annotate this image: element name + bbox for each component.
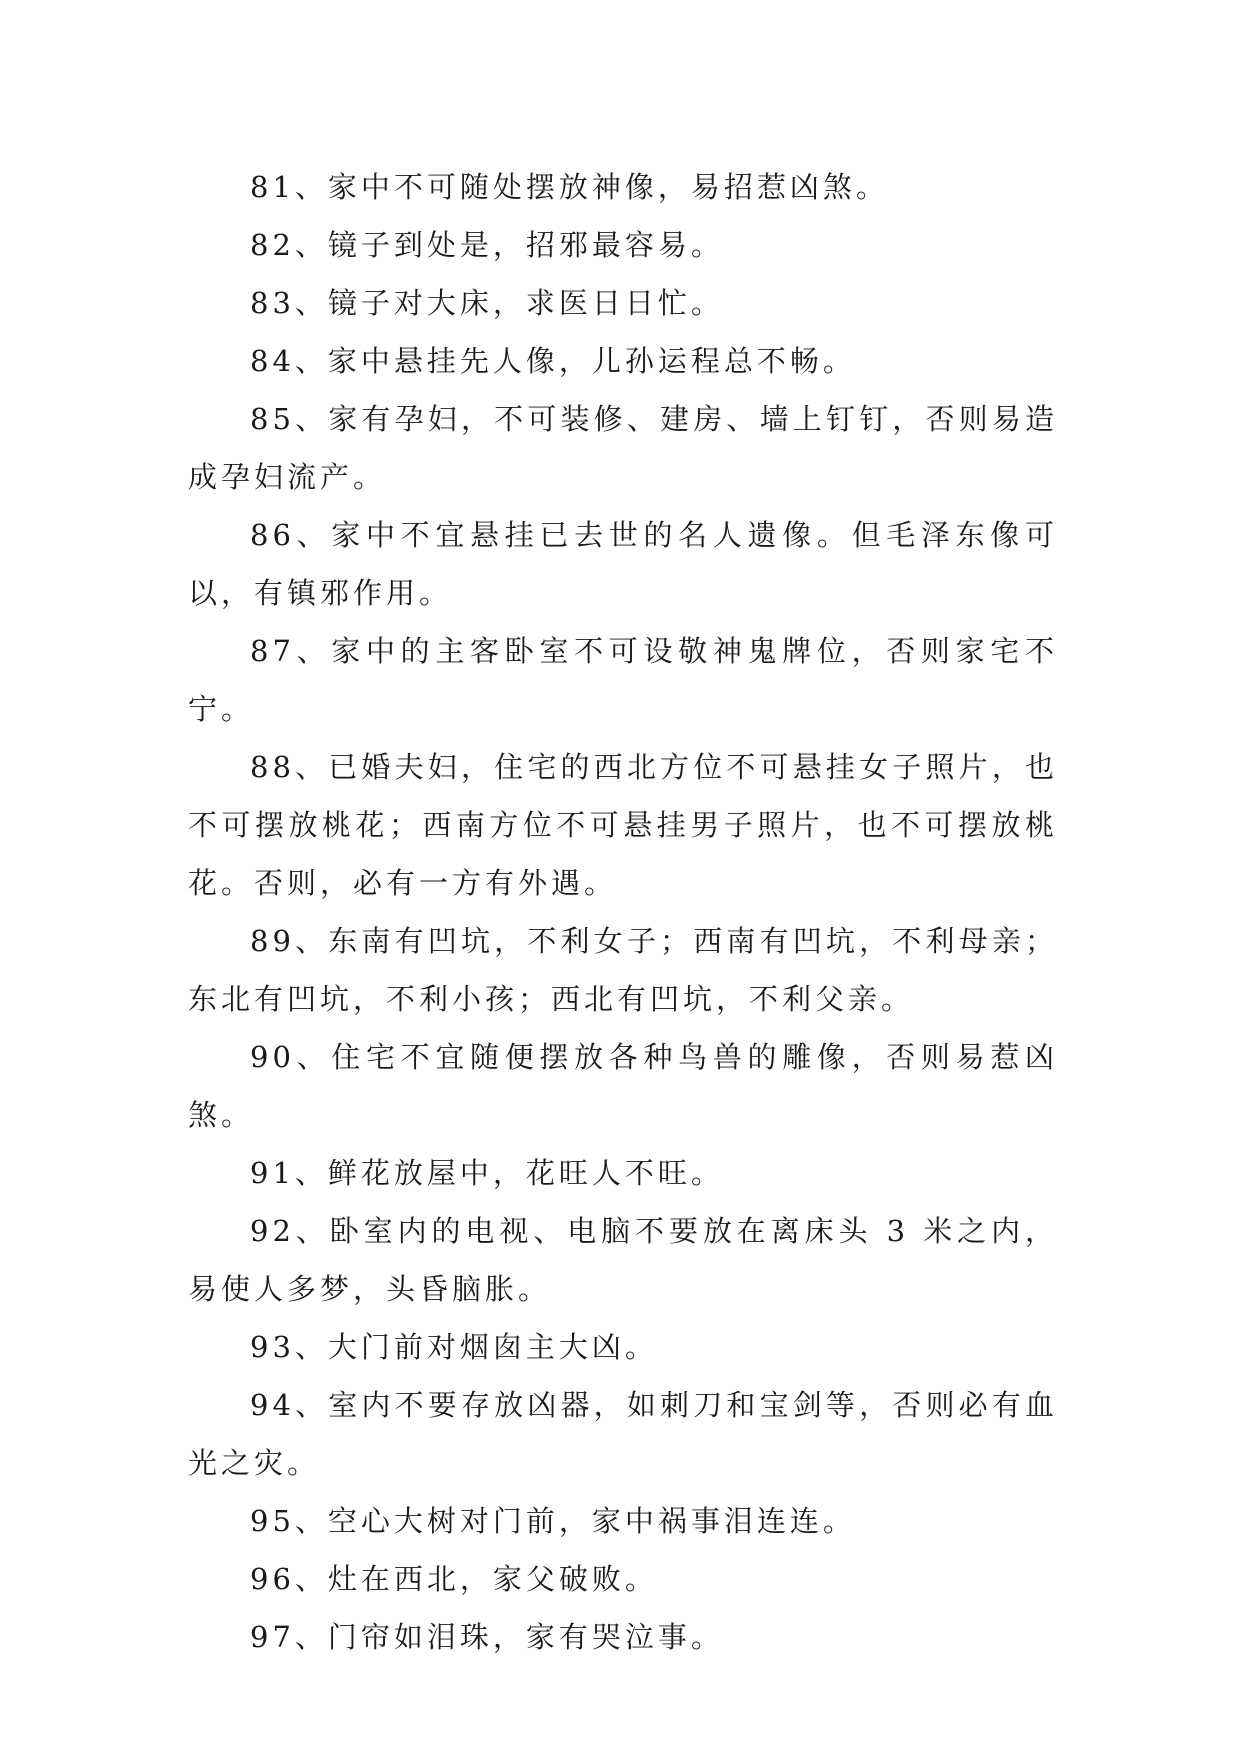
document-body [188, 158, 1058, 1666]
list-item: 84、家中悬挂先人像，儿孙运程总不畅。 [250, 344, 856, 378]
list-item: 85、家有孕妇，不可装修、建房、墙上钉钉，否则易造成孕妇流产。 [188, 402, 1058, 494]
list-item: 87、家中的主客卧室不可设敬神鬼牌位，否则家宅不宁。 [188, 634, 1058, 726]
list-item: 88、已婚夫妇，住宅的西北方位不可悬挂女子照片，也不可摆放桃花；西南方位不可悬挂男子照片，也不可摆放桃花。否则，必有一方有外遇。 [188, 750, 1058, 900]
list-item: 86、家中不宜悬挂已去世的名人遗像。但毛泽东像可以，有镇邪作用。 [188, 518, 1058, 610]
list-item: 96、灶在西北，家父破败。 [250, 1562, 658, 1596]
list-item: 97、门帘如泪珠，家有哭泣事。 [250, 1620, 724, 1654]
list-item: 90、住宅不宜随便摆放各种鸟兽的雕像，否则易惹凶煞。 [188, 1040, 1058, 1132]
list-item: 92、卧室内的电视、电脑不要放在离床头 3 米之内，易使人多梦，头昏脑胀。 [188, 1214, 1058, 1306]
list-item: 89、东南有凹坑，不利女子；西南有凹坑，不利母亲；东北有凹坑，不利小孩；西北有凹坑，不利父亲。 [188, 924, 1058, 1016]
list-item: 93、大门前对烟囱主大凶。 [250, 1330, 658, 1364]
list-item: 82、镜子到处是，招邪最容易。 [250, 228, 724, 262]
list-item: 81、家中不可随处摆放神像，易招惹凶煞。 [250, 170, 889, 204]
list-item: 91、鲜花放屋中，花旺人不旺。 [250, 1156, 724, 1190]
list-item: 83、镜子对大床，求医日日忙。 [250, 286, 724, 320]
list-item: 94、室内不要存放凶器，如刺刀和宝剑等，否则必有血光之灾。 [188, 1388, 1058, 1480]
list-item: 95、空心大树对门前，家中祸事泪连连。 [250, 1504, 856, 1538]
